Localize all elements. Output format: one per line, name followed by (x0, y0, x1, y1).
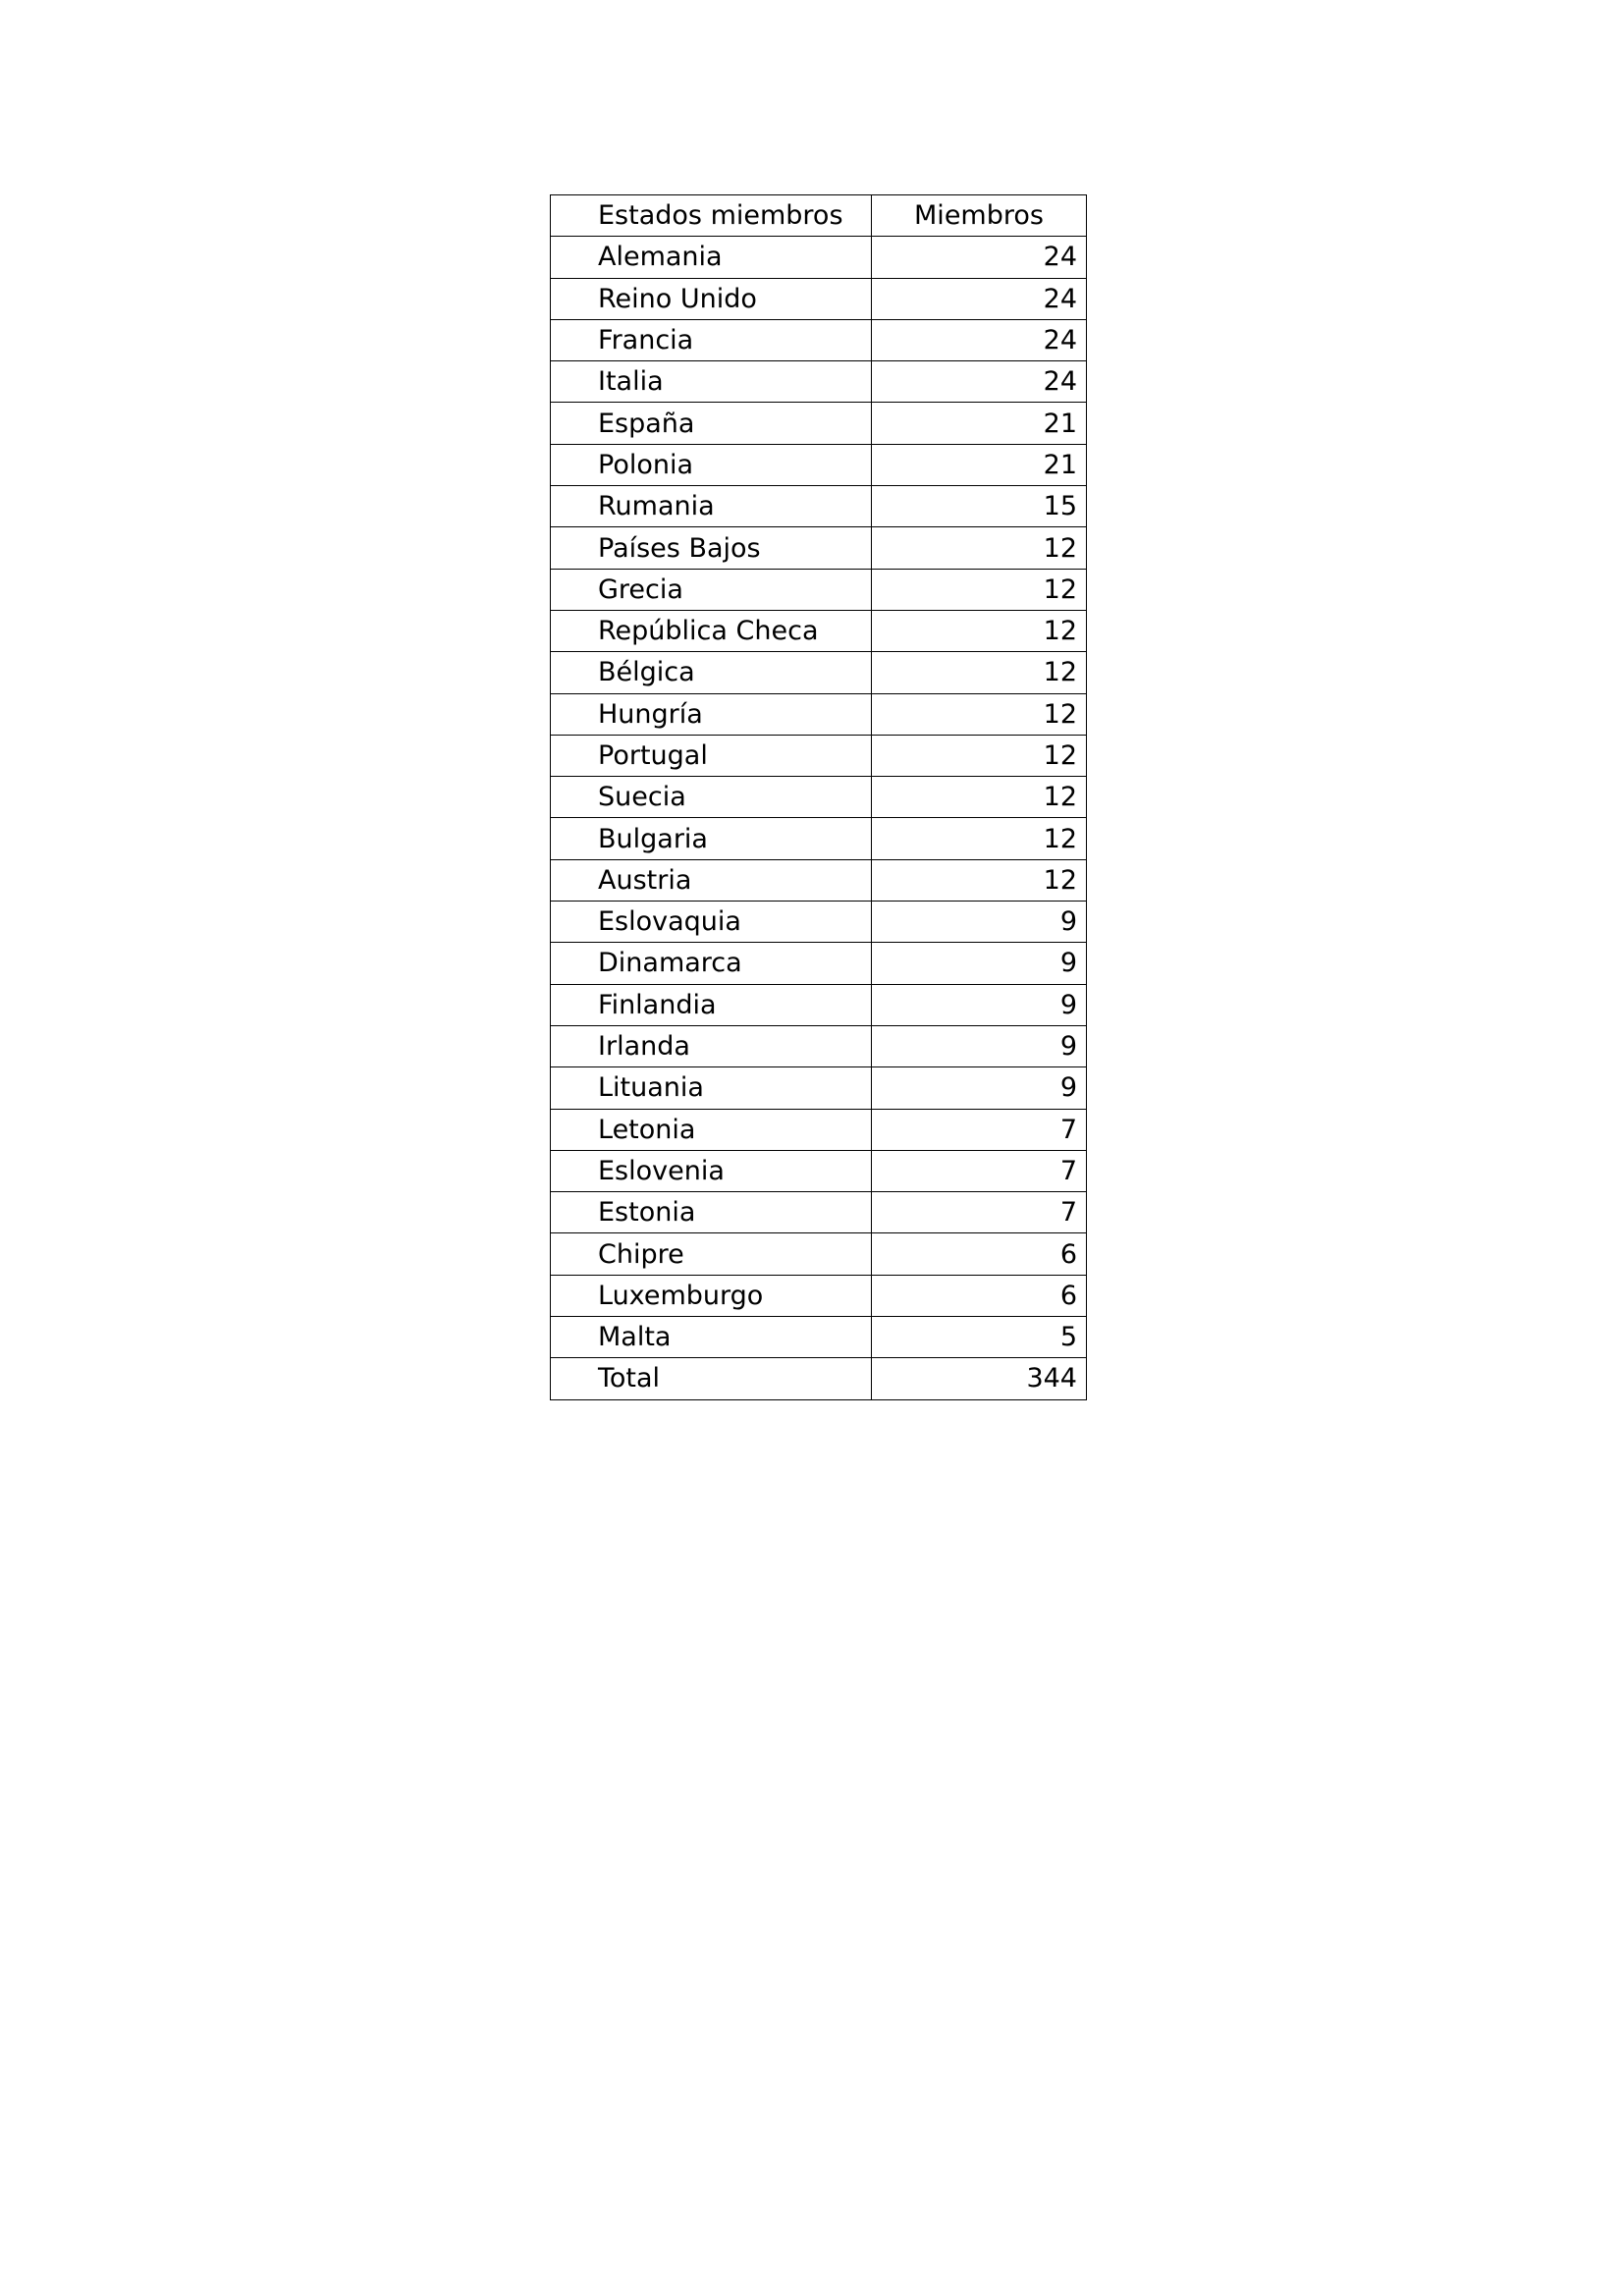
table-row (551, 859, 1087, 901)
country-name-cell: Polonia (551, 444, 872, 485)
member-count-cell: 6 (872, 1275, 1087, 1316)
member-count-cell: 7 (872, 1192, 1087, 1233)
table-row (551, 735, 1087, 776)
table-row (551, 444, 1087, 485)
country-name-cell: Suecia (551, 777, 872, 818)
country-name-cell: Austria (551, 859, 872, 901)
table-total-row (551, 1358, 1087, 1399)
member-count-cell: 12 (872, 527, 1087, 569)
member-count-cell: 12 (872, 652, 1087, 693)
country-name-cell: Total (551, 1358, 872, 1399)
member-count-cell: 12 (872, 735, 1087, 776)
member-count-cell: 344 (872, 1358, 1087, 1399)
table-row (551, 486, 1087, 527)
country-name-cell: Finlandia (551, 984, 872, 1025)
member-count-cell: 15 (872, 486, 1087, 527)
country-name-cell: Estonia (551, 1192, 872, 1233)
country-name-cell: Letonia (551, 1109, 872, 1150)
country-name-cell: Rumania (551, 486, 872, 527)
table-row (551, 237, 1087, 278)
table-row (551, 610, 1087, 651)
member-count-cell: 24 (872, 278, 1087, 319)
country-name-cell: Dinamarca (551, 943, 872, 984)
country-name-cell: República Checa (551, 610, 872, 651)
header-members: Miembros (872, 195, 1087, 237)
member-count-cell: 12 (872, 610, 1087, 651)
table-body (551, 237, 1087, 1399)
table-row (551, 818, 1087, 859)
table-row (551, 1109, 1087, 1150)
member-count-cell: 6 (872, 1233, 1087, 1275)
member-count-cell: 5 (872, 1317, 1087, 1358)
table-row (551, 1317, 1087, 1358)
member-count-cell: 7 (872, 1150, 1087, 1191)
table-row (551, 569, 1087, 610)
country-name-cell: España (551, 403, 872, 444)
country-name-cell: Países Bajos (551, 527, 872, 569)
country-name-cell: Eslovenia (551, 1150, 872, 1191)
country-name-cell: Lituania (551, 1067, 872, 1109)
table-row (551, 319, 1087, 360)
country-name-cell: Irlanda (551, 1025, 872, 1066)
table-row (551, 1192, 1087, 1233)
table-row (551, 777, 1087, 818)
table-row (551, 278, 1087, 319)
table-row (551, 1067, 1087, 1109)
country-name-cell: Francia (551, 319, 872, 360)
member-count-cell: 9 (872, 1067, 1087, 1109)
country-name-cell: Reino Unido (551, 278, 872, 319)
member-count-cell: 12 (872, 569, 1087, 610)
member-count-cell: 9 (872, 1025, 1087, 1066)
table-row (551, 1275, 1087, 1316)
table-row (551, 652, 1087, 693)
table-row (551, 943, 1087, 984)
table-row (551, 1150, 1087, 1191)
table-row (551, 1233, 1087, 1275)
member-count-cell: 12 (872, 693, 1087, 735)
country-name-cell: Italia (551, 361, 872, 403)
member-count-cell: 7 (872, 1109, 1087, 1150)
table-row (551, 984, 1087, 1025)
member-count-cell: 24 (872, 319, 1087, 360)
member-count-cell: 12 (872, 818, 1087, 859)
country-name-cell: Portugal (551, 735, 872, 776)
table-row (551, 361, 1087, 403)
table-row (551, 902, 1087, 943)
header-member-states: Estados miembros (551, 195, 872, 237)
member-count-cell: 21 (872, 444, 1087, 485)
table-row (551, 693, 1087, 735)
country-name-cell: Bélgica (551, 652, 872, 693)
country-name-cell: Malta (551, 1317, 872, 1358)
table-row (551, 1025, 1087, 1066)
country-name-cell: Alemania (551, 237, 872, 278)
member-count-cell: 12 (872, 777, 1087, 818)
member-count-cell: 24 (872, 237, 1087, 278)
member-count-cell: 21 (872, 403, 1087, 444)
member-count-cell: 24 (872, 361, 1087, 403)
country-name-cell: Luxemburgo (551, 1275, 872, 1316)
members-table (550, 194, 1087, 1400)
country-name-cell: Chipre (551, 1233, 872, 1275)
member-count-cell: 9 (872, 943, 1087, 984)
member-count-cell: 9 (872, 984, 1087, 1025)
country-name-cell: Eslovaquia (551, 902, 872, 943)
member-count-cell: 12 (872, 859, 1087, 901)
table-header-row (551, 195, 1087, 237)
member-count-cell: 9 (872, 902, 1087, 943)
country-name-cell: Hungría (551, 693, 872, 735)
country-name-cell: Bulgaria (551, 818, 872, 859)
country-name-cell: Grecia (551, 569, 872, 610)
table-row (551, 527, 1087, 569)
table-row (551, 403, 1087, 444)
